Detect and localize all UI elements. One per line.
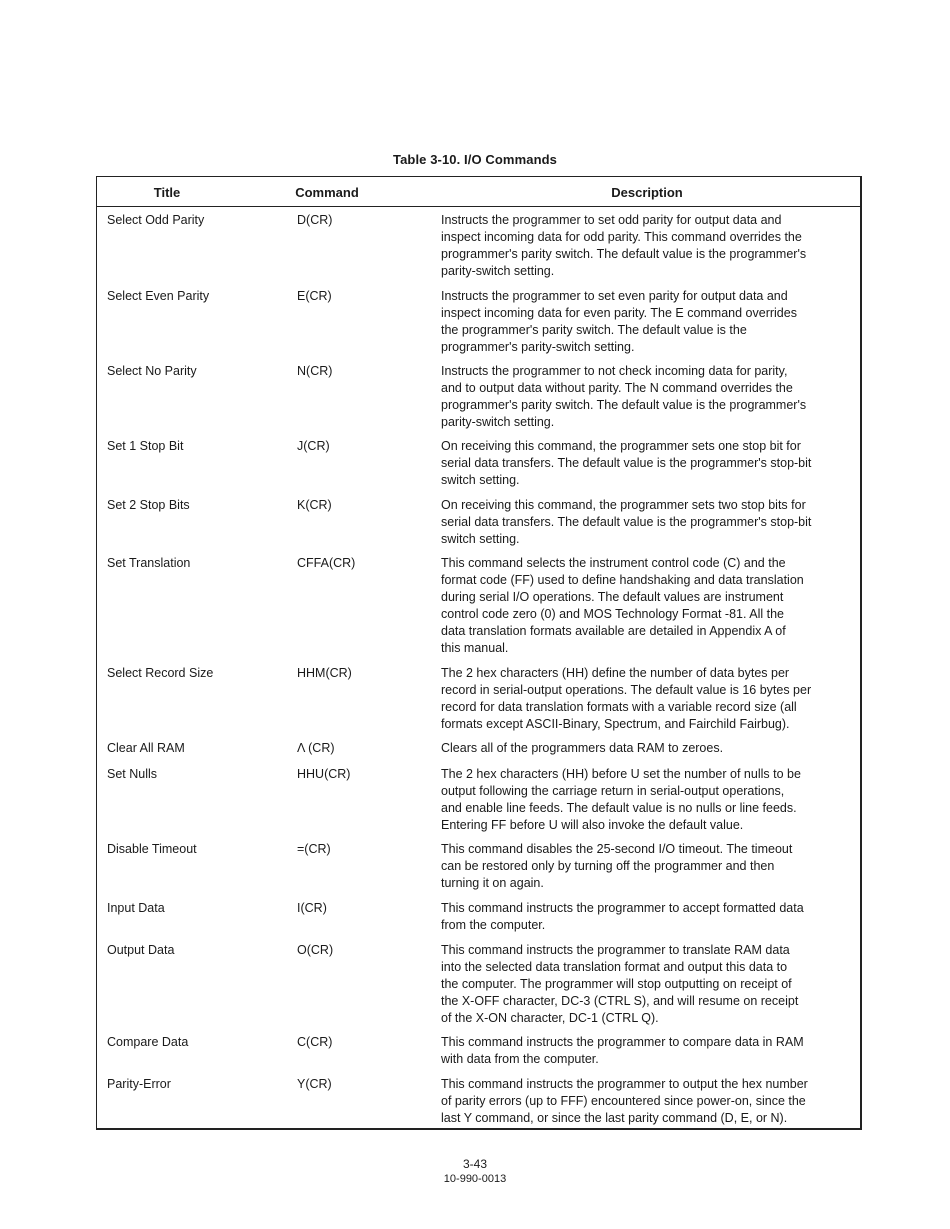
description-line: the X-OFF character, DC-3 (CTRL S), and will resume on receipt — [441, 994, 799, 1008]
table-caption: Table 3-10. I/O Commands — [393, 152, 557, 167]
description-line: data translation formats available are detailed in Appendix A of — [441, 624, 786, 638]
description-line: can be restored only by turning off the programmer and then — [441, 859, 775, 873]
row-command: C(CR) — [297, 1035, 333, 1049]
description-line: this manual. — [441, 641, 509, 655]
description-line: from the computer. — [441, 918, 546, 932]
row-description — [441, 363, 857, 431]
description-line: On receiving this command, the programmer sets one stop bit for — [441, 439, 801, 453]
description-line: inspect incoming data for odd parity. This command overrides the — [441, 230, 802, 244]
row-command: D(CR) — [297, 213, 333, 227]
description-line: last Y command, or since the last parity command (D, E, or N). — [441, 1111, 788, 1125]
description-line: This command instructs the programmer to accept formatted data — [441, 901, 804, 915]
description-line: programmer's parity-switch setting. — [441, 340, 635, 354]
description-line: record in serial-output operations. The default value is 16 bytes per — [441, 683, 812, 697]
description-line: during serial I/O operations. The default values are instrument — [441, 590, 784, 604]
row-command: HHM(CR) — [297, 666, 352, 680]
row-title: Select No Parity — [107, 364, 197, 378]
row-description — [441, 665, 857, 733]
description-line: This command disables the 25-second I/O timeout. The timeout — [441, 842, 793, 856]
row-command: O(CR) — [297, 943, 334, 957]
description-line: turning it on again. — [441, 876, 544, 890]
row-title: Input Data — [107, 901, 165, 915]
description-line: Clears all of the programmers data RAM to zeroes. — [441, 741, 724, 755]
row-description — [441, 555, 857, 657]
table-header-row — [97, 177, 860, 207]
description-line: Entering FF before U will also invoke the default value. — [441, 818, 744, 832]
row-title: Select Record Size — [107, 666, 214, 680]
description-line: The 2 hex characters (HH) define the number of data bytes per — [441, 666, 790, 680]
row-description — [441, 942, 857, 1027]
description-line: formats except ASCII-Binary, Spectrum, and Fairchild Fairbug). — [441, 717, 790, 731]
description-line: and enable line feeds. The default value is no nulls or line feeds. — [441, 801, 797, 815]
description-line: programmer's parity switch. The default value is the programmer's — [441, 398, 807, 412]
description-line: output following the carriage return in serial-output operations, — [441, 784, 785, 798]
row-title: Select Odd Parity — [107, 213, 205, 227]
row-title: Select Even Parity — [107, 289, 210, 303]
row-description — [441, 1034, 857, 1068]
row-command: =(CR) — [297, 842, 331, 856]
row-title: Set Translation — [107, 556, 191, 570]
row-command: K(CR) — [297, 498, 332, 512]
description-line: serial data transfers. The default value is the programmer's stop-bit — [441, 515, 812, 529]
row-title: Output Data — [107, 943, 175, 957]
row-description — [441, 766, 857, 834]
description-line: parity-switch setting. — [441, 415, 555, 429]
description-line: control code zero (0) and MOS Technology Format -81. All the — [441, 607, 784, 621]
row-command: J(CR) — [297, 439, 330, 453]
description-line: record for data translation formats with a variable record size (all — [441, 700, 797, 714]
row-command: CFFA(CR) — [297, 556, 356, 570]
description-line: and to output data without parity. The N command overrides the — [441, 381, 793, 395]
description-line: On receiving this command, the programmer sets two stop bits for — [441, 498, 806, 512]
description-line: The 2 hex characters (HH) before U set the number of nulls to be — [441, 767, 801, 781]
column-header-title: Title — [153, 185, 181, 200]
description-line: of the X-ON character, DC-1 (CTRL Q). — [441, 1011, 659, 1025]
row-title: Set 1 Stop Bit — [107, 439, 184, 453]
description-line: format code (FF) used to define handshaking and data translation — [441, 573, 804, 587]
row-description — [441, 740, 857, 757]
row-command: I(CR) — [297, 901, 327, 915]
description-line: the programmer's parity switch. The default value is the — [441, 323, 747, 337]
description-line: serial data transfers. The default value is the programmer's stop-bit — [441, 456, 812, 470]
description-line: inspect incoming data for even parity. The E command overrides — [441, 306, 797, 320]
column-header-command: Command — [295, 185, 359, 200]
description-line: Instructs the programmer to set even parity for output data and — [441, 289, 788, 303]
row-description — [441, 438, 857, 489]
row-description — [441, 497, 857, 548]
document-number: 10-990-0013 — [443, 1173, 507, 1185]
description-line: This command instructs the programmer to output the hex number — [441, 1077, 808, 1091]
description-line: into the selected data translation format and output this data to — [441, 960, 788, 974]
row-description — [441, 212, 857, 280]
row-title: Disable Timeout — [107, 842, 197, 856]
column-header-description: Description — [611, 185, 683, 200]
description-line: of parity errors (up to FFF) encountered since power-on, since the — [441, 1094, 806, 1108]
description-line: parity-switch setting. — [441, 264, 555, 278]
page-footer — [0, 1157, 950, 1187]
row-title: Set 2 Stop Bits — [107, 498, 190, 512]
row-command: E(CR) — [297, 289, 332, 303]
description-line: This command instructs the programmer to compare data in RAM — [441, 1035, 804, 1049]
row-title: Set Nulls — [107, 767, 158, 781]
row-description — [441, 900, 857, 934]
row-description — [441, 1076, 857, 1127]
description-line: with data from the computer. — [441, 1052, 599, 1066]
description-line: This command instructs the programmer to translate RAM data — [441, 943, 790, 957]
description-line: switch setting. — [441, 532, 520, 546]
io-commands-table — [96, 176, 862, 1130]
description-line: Instructs the programmer to set odd parity for output data and — [441, 213, 782, 227]
page-number: 3-43 — [462, 1157, 488, 1171]
description-line: programmer's parity switch. The default value is the programmer's — [441, 247, 807, 261]
description-line: This command selects the instrument control code (C) and the — [441, 556, 786, 570]
row-title: Compare Data — [107, 1035, 189, 1049]
description-line: switch setting. — [441, 473, 520, 487]
description-line: Instructs the programmer to not check incoming data for parity, — [441, 364, 788, 378]
row-description — [441, 288, 857, 356]
row-command: HHU(CR) — [297, 767, 351, 781]
row-title: Clear All RAM — [107, 741, 185, 755]
row-command: Y(CR) — [297, 1077, 332, 1091]
row-command: N(CR) — [297, 364, 333, 378]
row-title: Parity-Error — [107, 1077, 171, 1091]
description-line: the computer. The programmer will stop outputting on receipt of — [441, 977, 792, 991]
row-command: Λ (CR) — [297, 741, 335, 755]
row-description — [441, 841, 857, 892]
